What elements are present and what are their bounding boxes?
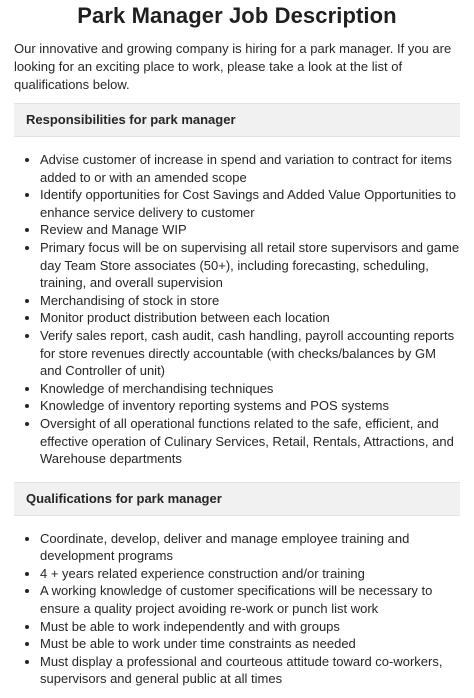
list-item: • 4 + years related experience construction and/or training [40, 565, 460, 583]
list-item: • Merchandising of stock in store [40, 292, 460, 310]
list-item: • Review and Manage WIP [40, 221, 460, 239]
list-item: • Must display a professional and courteous attitude toward co-workers, supervisors and general public at all times [40, 653, 460, 688]
responsibilities-section [14, 103, 460, 468]
qualifications-list [14, 530, 460, 688]
list-item: • Monitor product distribution between each location [40, 309, 460, 327]
list-item: • A working knowledge of customer specifications will be necessary to ensure a quality project avoiding re-work or punch list work [40, 582, 460, 617]
list-item: • Advise customer of increase in spend and variation to contract for items added to or with an amended scope [40, 151, 460, 186]
qualifications-section [14, 482, 460, 688]
intro-paragraph: Our innovative and growing company is hiring for a park manager. If you are looking for an exciting place to work, please take a look at the list of qualifications below. [14, 41, 452, 92]
list-item: • Verify sales report, cash audit, cash handling, payroll accounting reports for store revenues directly accountable (with checks/balances by GM and Controller of unit) [40, 327, 460, 380]
responsibilities-list [14, 151, 460, 468]
list-item: • Knowledge of inventory reporting systems and POS systems [40, 397, 460, 415]
job-description-page [0, 3, 474, 688]
list-item: • Oversight of all operational functions related to the safe, efficient, and effective operation of Culinary Services, Retail, Rentals, Attractions, and Warehouse departments [40, 415, 460, 468]
list-item: • Identify opportunities for Cost Savings and Added Value Opportunities to enhance service delivery to customer [40, 186, 460, 221]
list-item: • Must be able to work under time constraints as needed [40, 635, 460, 653]
list-item: • Knowledge of merchandising techniques [40, 380, 460, 398]
qualifications-heading: Qualifications for park manager [14, 482, 460, 516]
responsibilities-heading: Responsibilities for park manager [14, 103, 460, 137]
list-item: • Coordinate, develop, deliver and manage employee training and development programs [40, 530, 460, 565]
page-title: Park Manager Job Description [77, 3, 397, 28]
list-item: • Must be able to work independently and with groups [40, 618, 460, 636]
list-item: • Primary focus will be on supervising all retail store supervisors and game day Team Store associates (50+), including forecasting, scheduling, training, and overall supervision [40, 239, 460, 292]
